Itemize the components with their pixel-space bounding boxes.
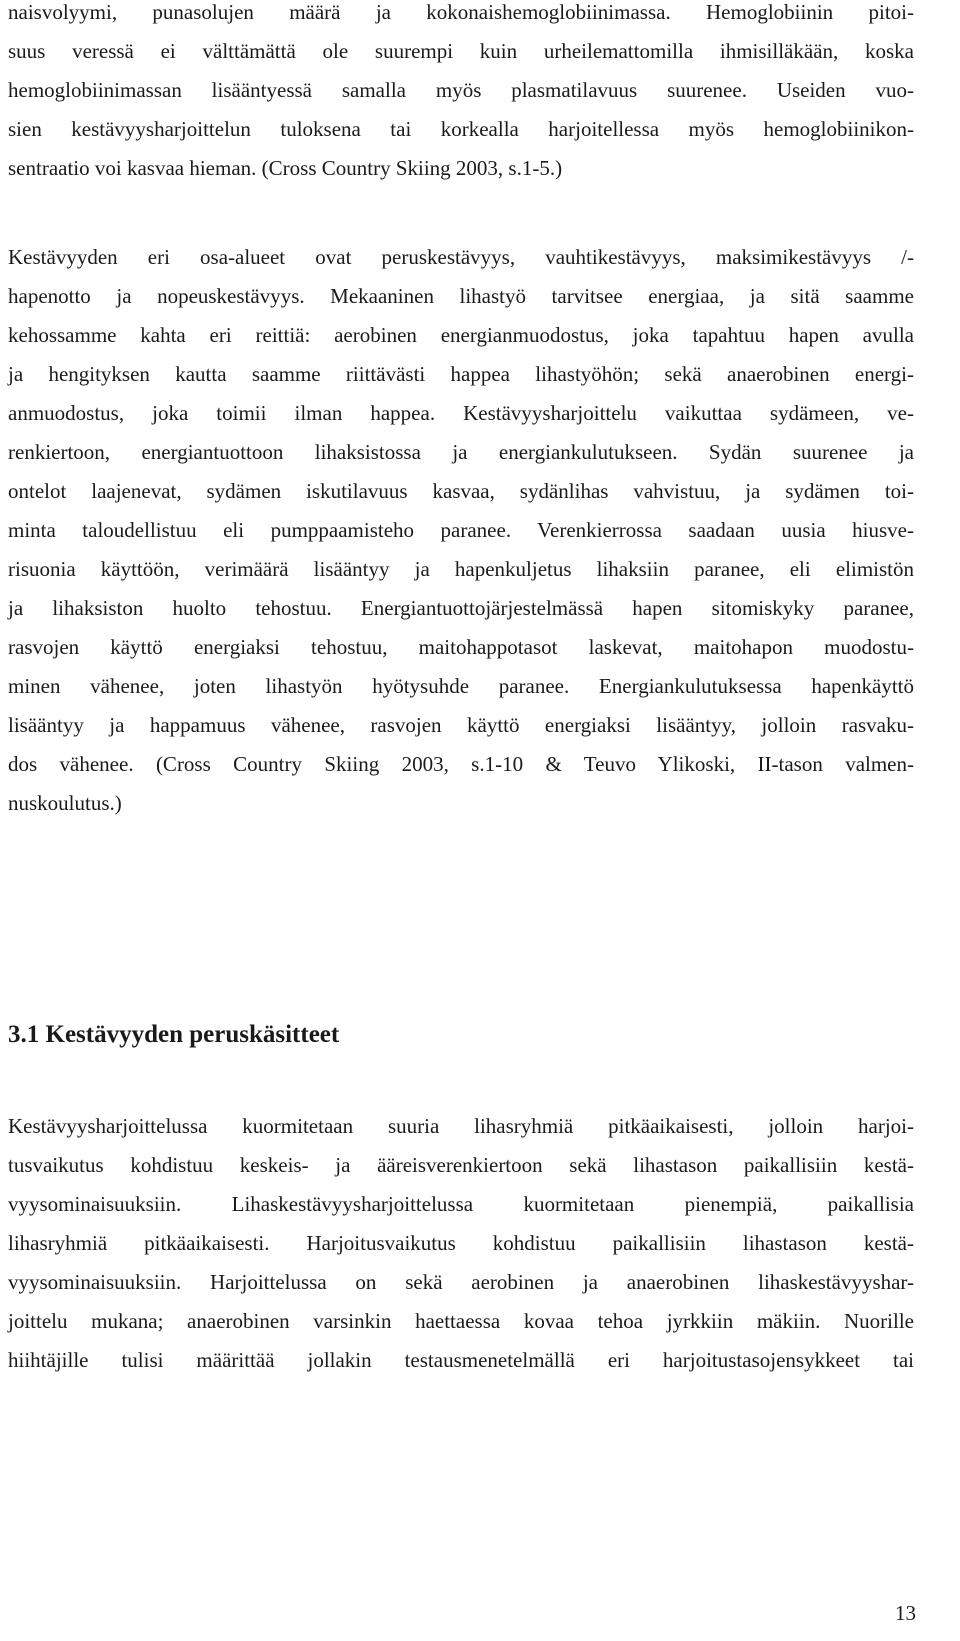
text-line: joittelu mukana; anaerobinen varsinkin haettaessa kovaa tehoa jyrkkiin mäkiin. Nuorille [8,1309,914,1333]
text-line: ontelot laajenevat, sydämen iskutilavuus kasvaa, sydänlihas vahvistuu, ja sydämen toi- [8,479,914,503]
section-heading: 3.1 Kestävyyden peruskäsitteet [8,1021,340,1048]
text-line: dos vähenee. (Cross Country Skiing 2003, s.1-10 & Teuvo Ylikoski, II-tason valmen- [8,752,914,776]
text-line: vyysominaisuuksiin. Lihaskestävyysharjoittelussa kuormitetaan pienempiä, paikallisia [8,1192,914,1216]
paragraph-hemoglobin [8,0,914,188]
text-line: hapenotto ja nopeuskestävyys. Mekaaninen lihastyö tarvitsee energiaa, ja sitä saamme [8,284,914,308]
text-line: hiihtäjille tulisi määrittää jollakin testausmenetelmällä eri harjoitustasojensykkeet tai [8,1348,914,1372]
text-line: nuskoulutus.) [8,791,122,815]
text-line: ja hengityksen kautta saamme riittävästi happea lihastyöhön; sekä anaerobinen energi- [8,362,914,386]
text-line: minen vähenee, joten lihastyön hyötysuhde paranee. Energiankulutuksessa hapenkäyttö [8,674,914,698]
text-line: vyysominaisuuksiin. Harjoittelussa on sekä aerobinen ja anaerobinen lihaskestävyyshar- [8,1270,914,1294]
text-line: naisvolyymi, punasolujen määrä ja kokonaishemoglobiinimassa. Hemoglobiinin pitoi- [8,0,914,24]
text-line: kehossamme kahta eri reittiä: aerobinen energianmuodostus, joka tapahtuu hapen avulla [8,323,914,347]
text-line: renkiertoon, energiantuottoon lihaksistossa ja energiankulutukseen. Sydän suurenee ja [8,440,914,464]
text-line: lisääntyy ja happamuus vähenee, rasvojen käyttö energiaksi lisääntyy, jolloin rasvaku- [8,713,914,737]
text-line: hemoglobiinimassan lisääntyessä samalla myös plasmatilavuus suurenee. Useiden vuo- [8,78,914,102]
text-line: risuonia käyttöön, verimäärä lisääntyy ja hapenkuljetus lihaksiin paranee, eli elimistön [8,557,914,581]
text-line: tusvaikutus kohdistuu keskeis- ja ääreisverenkiertoon sekä lihastason paikallisiin kestä- [8,1153,914,1177]
page-number: 13 [895,1601,916,1625]
text-line: suus veressä ei välttämättä ole suurempi kuin urheilemattomilla ihmisilläkään, koska [8,39,914,63]
text-line: sien kestävyysharjoittelun tuloksena tai korkealla harjoitellessa myös hemoglobiinikon- [8,117,914,141]
text-line: rasvojen käyttö energiaksi tehostuu, maitohappotasot laskevat, maitohapon muodostu- [8,635,914,659]
text-line: anmuodostus, joka toimii ilman happea. Kestävyysharjoittelu vaikuttaa sydämeen, ve- [8,401,914,425]
text-line: ja lihaksiston huolto tehostuu. Energiantuottojärjestelmässä hapen sitomiskyky paranee, [8,596,914,620]
text-line: lihasryhmiä pitkäaikaisesti. Harjoitusvaikutus kohdistuu paikallisiin lihastason kestä- [8,1231,914,1255]
text-line: sentraatio voi kasvaa hieman. (Cross Country Skiing 2003, s.1-5.) [8,156,563,180]
text-line: minta taloudellistuu eli pumppaamisteho paranee. Verenkierrossa saadaan uusia hiusve- [8,518,914,542]
paragraph-endurance-areas [8,238,914,823]
document-page [8,0,914,1641]
paragraph-endurance-training [8,1107,914,1380]
text-line: Kestävyyden eri osa-alueet ovat peruskestävyys, vauhtikestävyys, maksimikestävyys /- [8,245,914,269]
text-line: Kestävyysharjoittelussa kuormitetaan suuria lihasryhmiä pitkäaikaisesti, jolloin harjoi- [8,1114,914,1138]
